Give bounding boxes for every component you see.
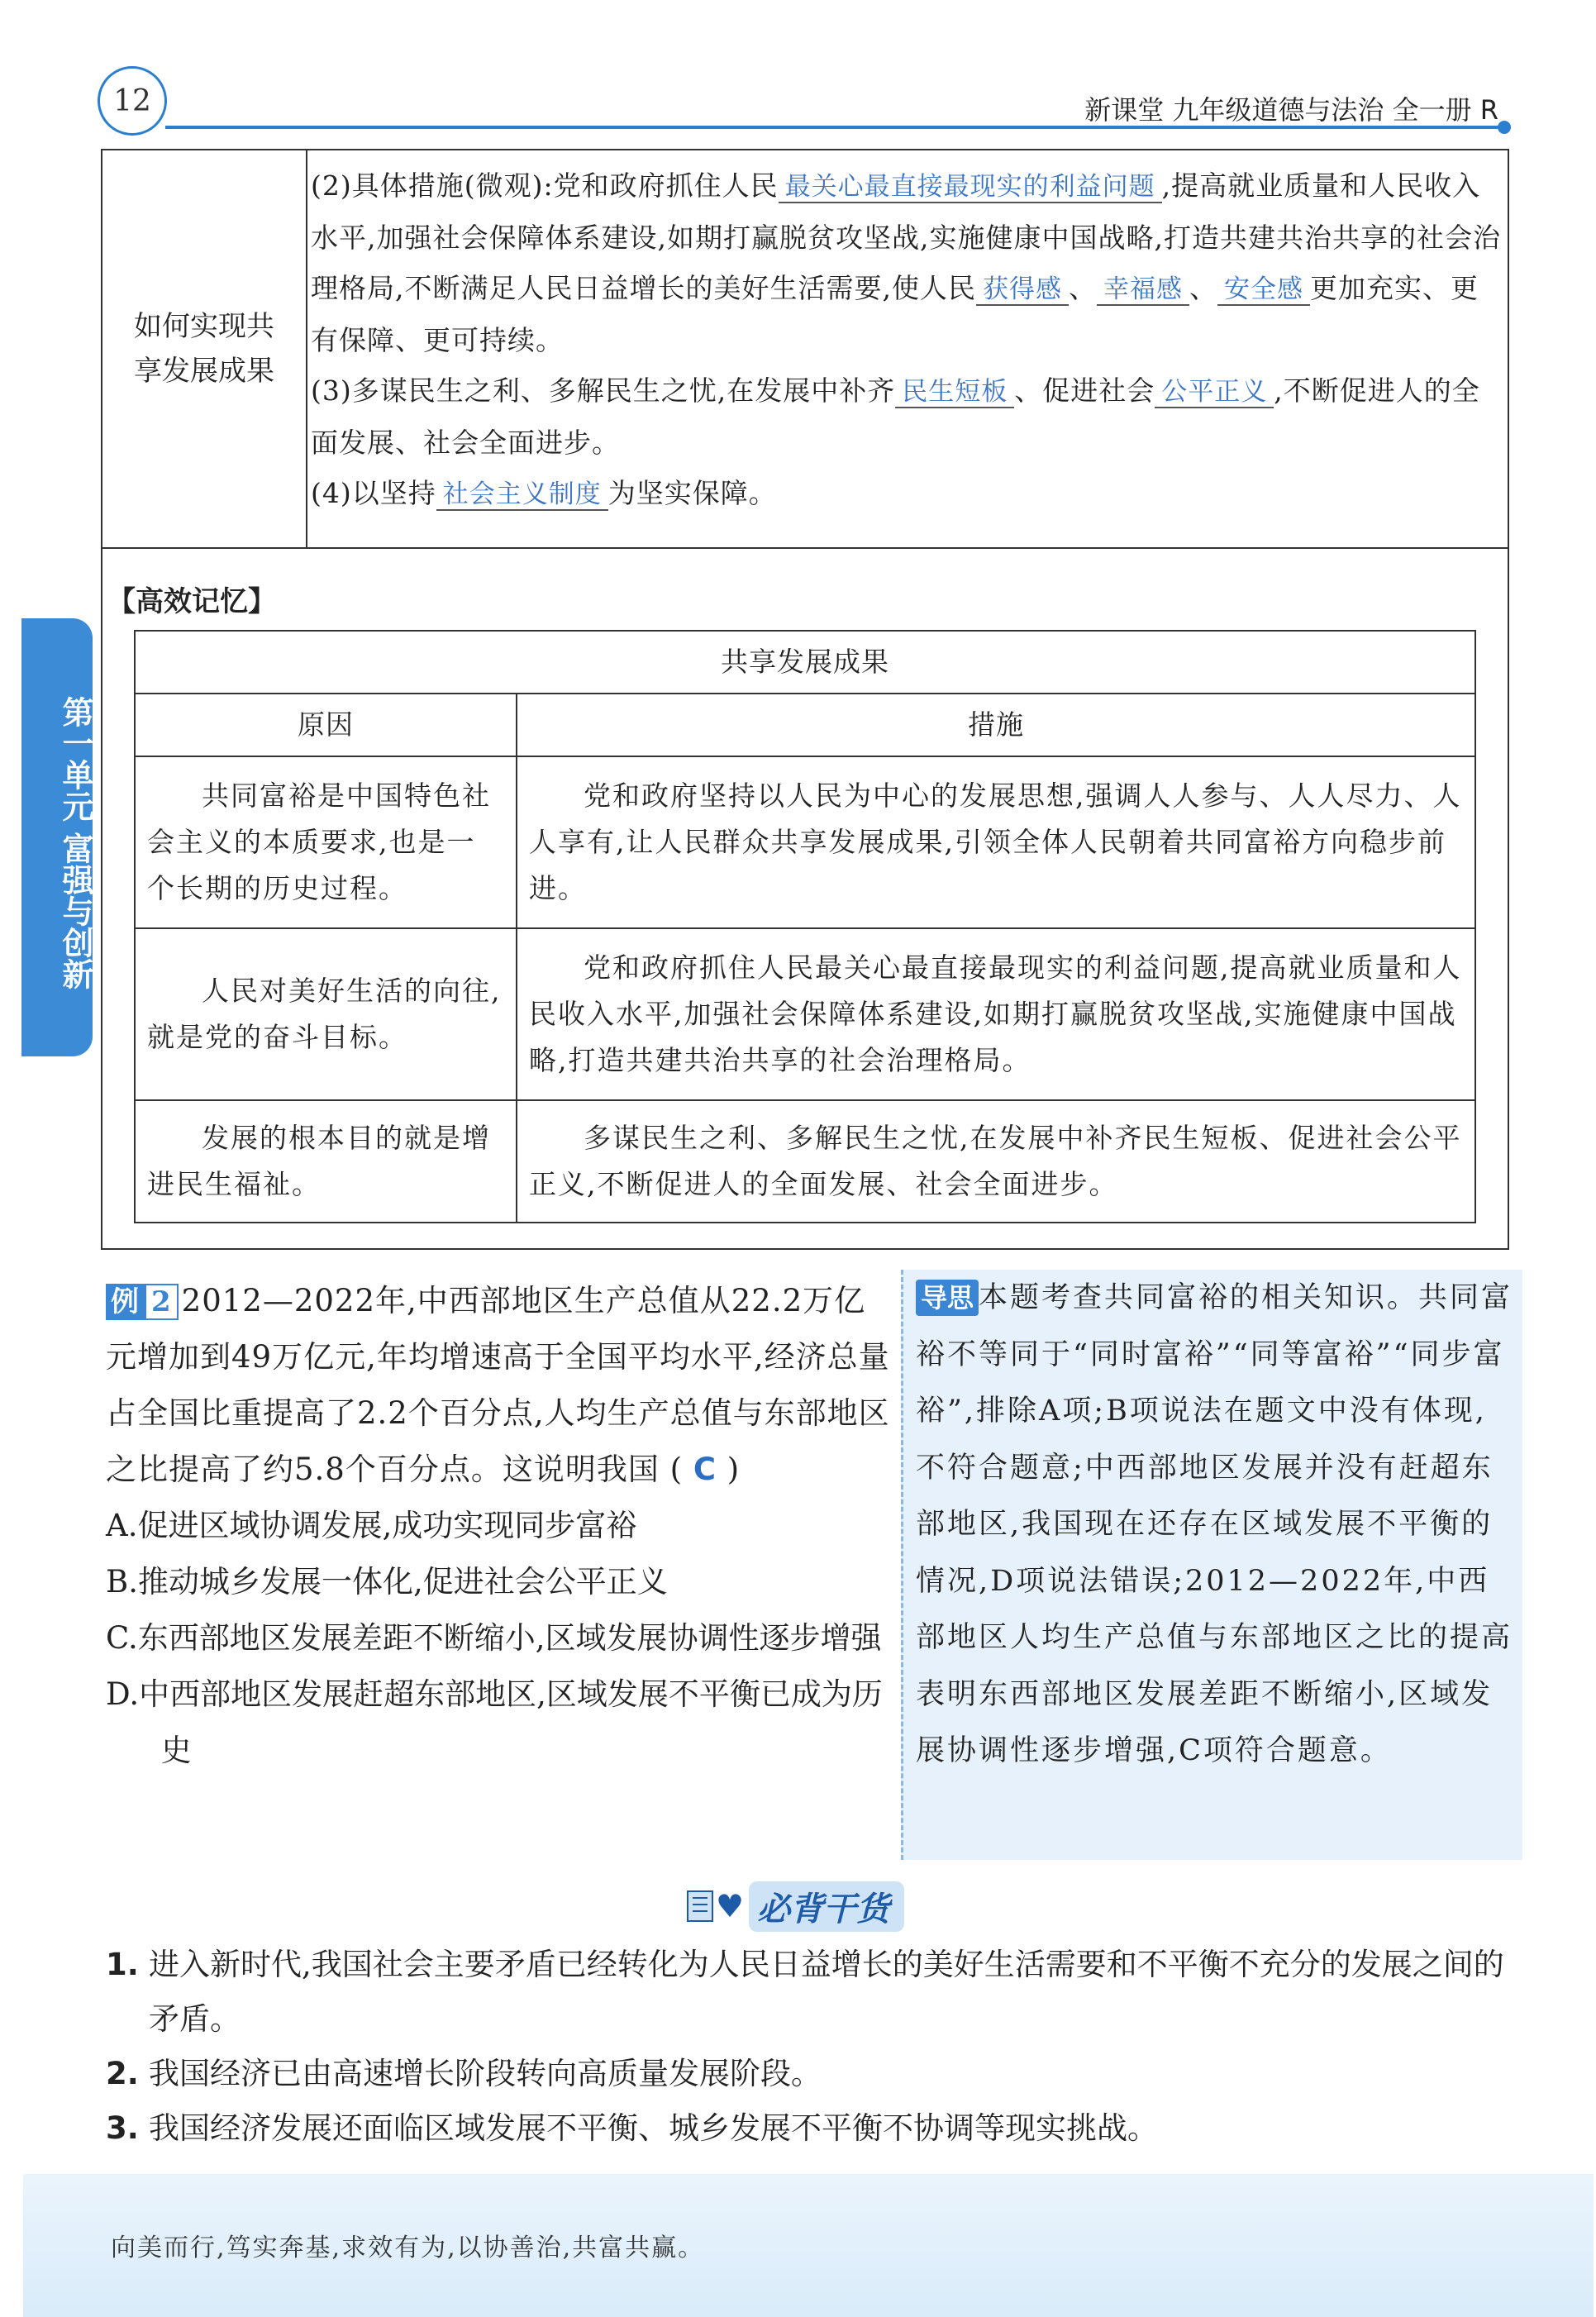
table-row (135, 756, 1475, 928)
guide-text: 本题考查共同富裕的相关知识。共同富裕不等同于“同时富裕”“同等富裕”“同步富裕”,排除A项;B项说法在题文中没有体现,不符合题意;中西部地区发展并没有赶超东部地区,我国现在还存在区域发展不平衡的情况,D项说法错误;2012—2022年,中西部地区人均生产总值与东部地区之比的提高表明东西部地区发展差距不断缩小,区域发展协调性逐步增强,C项符合题意。 (916, 1281, 1513, 1767)
list-item-text: 我国经济发展还面临区域发展不平衡、城乡发展不平衡不协调等现实挑战。 (149, 2110, 1158, 2146)
paren: ( (669, 1452, 684, 1487)
heart-icon: ♥ (716, 1888, 745, 1924)
text-segment: ,提高就业质量和人民收入水平,加强社会保障体系建设,如期打赢脱贫攻坚战,实施健康中国战略,打造共建共治共享的社会治理格局,不断满足人民日益增长的美好生活需要,使人民 (311, 169, 1501, 304)
text-segment: (3)多谋民生之利、多解民生之忧,在发展中补齐 (311, 374, 896, 407)
footer-motto: 向美而行,笃实奔基,求效有为,以协善治,共富共赢。 (111, 2234, 705, 2262)
fill-blank: 幸福感 (1097, 274, 1189, 306)
measure-cell: 党和政府抓住人民最关心最直接最现实的利益问题,提高就业质量和人民收入水平,加强社会保障体系建设,如期打赢脱贫攻坚战,实施健康中国战略,打造共建共治共享的社会治理格局。 (517, 928, 1475, 1100)
page-number (98, 66, 167, 136)
text-segment: 为坚实保障。 (607, 477, 777, 509)
option-a: A.促进区域协调发展,成功实现同步富裕 (106, 1508, 637, 1543)
column-header-reason: 原因 (135, 694, 517, 756)
memory-heading: 【高效记忆】 (107, 585, 276, 618)
text-segment: 、 (1189, 272, 1217, 304)
fill-blank: 安全感 (1217, 274, 1310, 306)
header-dot (1498, 121, 1511, 134)
example-number: 2 (145, 1284, 179, 1320)
option-c: C.东西部地区发展差距不断缩小,区域发展协调性逐步增强 (106, 1620, 882, 1656)
must-know-heading (686, 1881, 904, 1931)
table-row (135, 1100, 1475, 1223)
reason-cell: 共同富裕是中国特色社会主义的本质要求,也是一个长期的历史过程。 (135, 756, 517, 928)
stem-text: 2012—2022年,中西部地区生产总值从22.2万亿元增加到49万亿元,年均增速高于全国平均水平,经济总量占全国比重提高了2.2个百分点,人均生产总值与东部地区之比提高了约5.8个百分点。这说明我国 (106, 1283, 890, 1487)
guide-badge: 导思 (916, 1280, 979, 1316)
list-item (106, 2101, 1511, 2156)
row-content (311, 160, 1501, 520)
text-segment: (2)具体措施(微观):党和政府抓住人民 (311, 169, 779, 202)
example-question (106, 1273, 891, 1779)
must-know-title: 必背干货 (749, 1881, 904, 1932)
example-badge: 例 (106, 1284, 145, 1320)
fill-blank: 最关心最直接最现实的利益问题 (779, 172, 1162, 203)
list-item-text: 进入新时代,我国社会主要矛盾已经转化为人民日益增长的美好生活需要和不平衡不充分的发展之间的矛盾。 (149, 1947, 1504, 2037)
measure-item-2 (311, 160, 1501, 365)
option-b: B.推动城乡发展一体化,促进社会公平正义 (106, 1564, 668, 1599)
row-label-text: 如何实现共享发展成果 (134, 310, 274, 388)
measure-item-4 (311, 468, 1501, 520)
table-row (135, 928, 1475, 1100)
list-item-number: 2. (106, 2056, 139, 2091)
list-item (106, 1938, 1511, 2047)
row-label (102, 150, 307, 547)
fill-blank: 社会主义制度 (436, 479, 608, 511)
option-d: D.中西部地区发展赶超东部地区,区域发展不平衡已成为历史 (106, 1676, 883, 1768)
guide-analysis (916, 1270, 1516, 1780)
page-number-text: 12 (113, 83, 151, 118)
text-segment: 更加充实、更有保障、更可持续。 (311, 272, 1479, 356)
fill-blank: 获得感 (976, 274, 1069, 306)
paren: ) (727, 1452, 741, 1487)
column-header-measure: 措施 (517, 694, 1475, 756)
measure-item-3 (311, 365, 1501, 468)
fill-blank: 民生短板 (895, 377, 1014, 408)
memory-table-title: 共享发展成果 (135, 631, 1475, 694)
knowledge-row (102, 150, 1508, 549)
book-icon (686, 1888, 716, 1924)
answer-mark: C (693, 1452, 717, 1487)
reason-cell: 发展的根本目的就是增进民生福祉。 (135, 1100, 517, 1223)
book-title: 新课堂 九年级道德与法治 全一册 R (1084, 94, 1498, 126)
must-know-list (106, 1938, 1511, 2156)
fill-blank: 公平正义 (1155, 377, 1274, 408)
reason-cell: 人民对美好生活的向往,就是党的奋斗目标。 (135, 928, 517, 1100)
list-item-number: 3. (106, 2110, 139, 2146)
text-segment: 、促进社会 (1014, 374, 1155, 407)
measure-cell: 党和政府坚持以人民为中心的发展思想,强调人人参与、人人尽力、人人享有,让人民群众共享发展成果,引领全体人民朝着共同富裕方向稳步前进。 (517, 756, 1475, 928)
measure-cell: 多谋民生之利、多解民生之忧,在发展中补齐民生短板、促进社会公平正义,不断促进人的全面发展、社会全面进步。 (517, 1100, 1475, 1223)
memory-table (134, 630, 1476, 1223)
list-item (106, 2047, 1511, 2101)
list-item-number: 1. (106, 1947, 139, 1982)
unit-side-tab-label: 第一单元 富强与创新 (57, 696, 93, 990)
question-stem (106, 1273, 891, 1498)
text-segment: 、 (1068, 272, 1097, 304)
text-segment: (4)以坚持 (311, 477, 436, 509)
list-item-text: 我国经济已由高速增长阶段转向高质量发展阶段。 (149, 2056, 822, 2091)
text-segment: ,不断促进人的全面发展、社会全面进步。 (311, 374, 1480, 459)
